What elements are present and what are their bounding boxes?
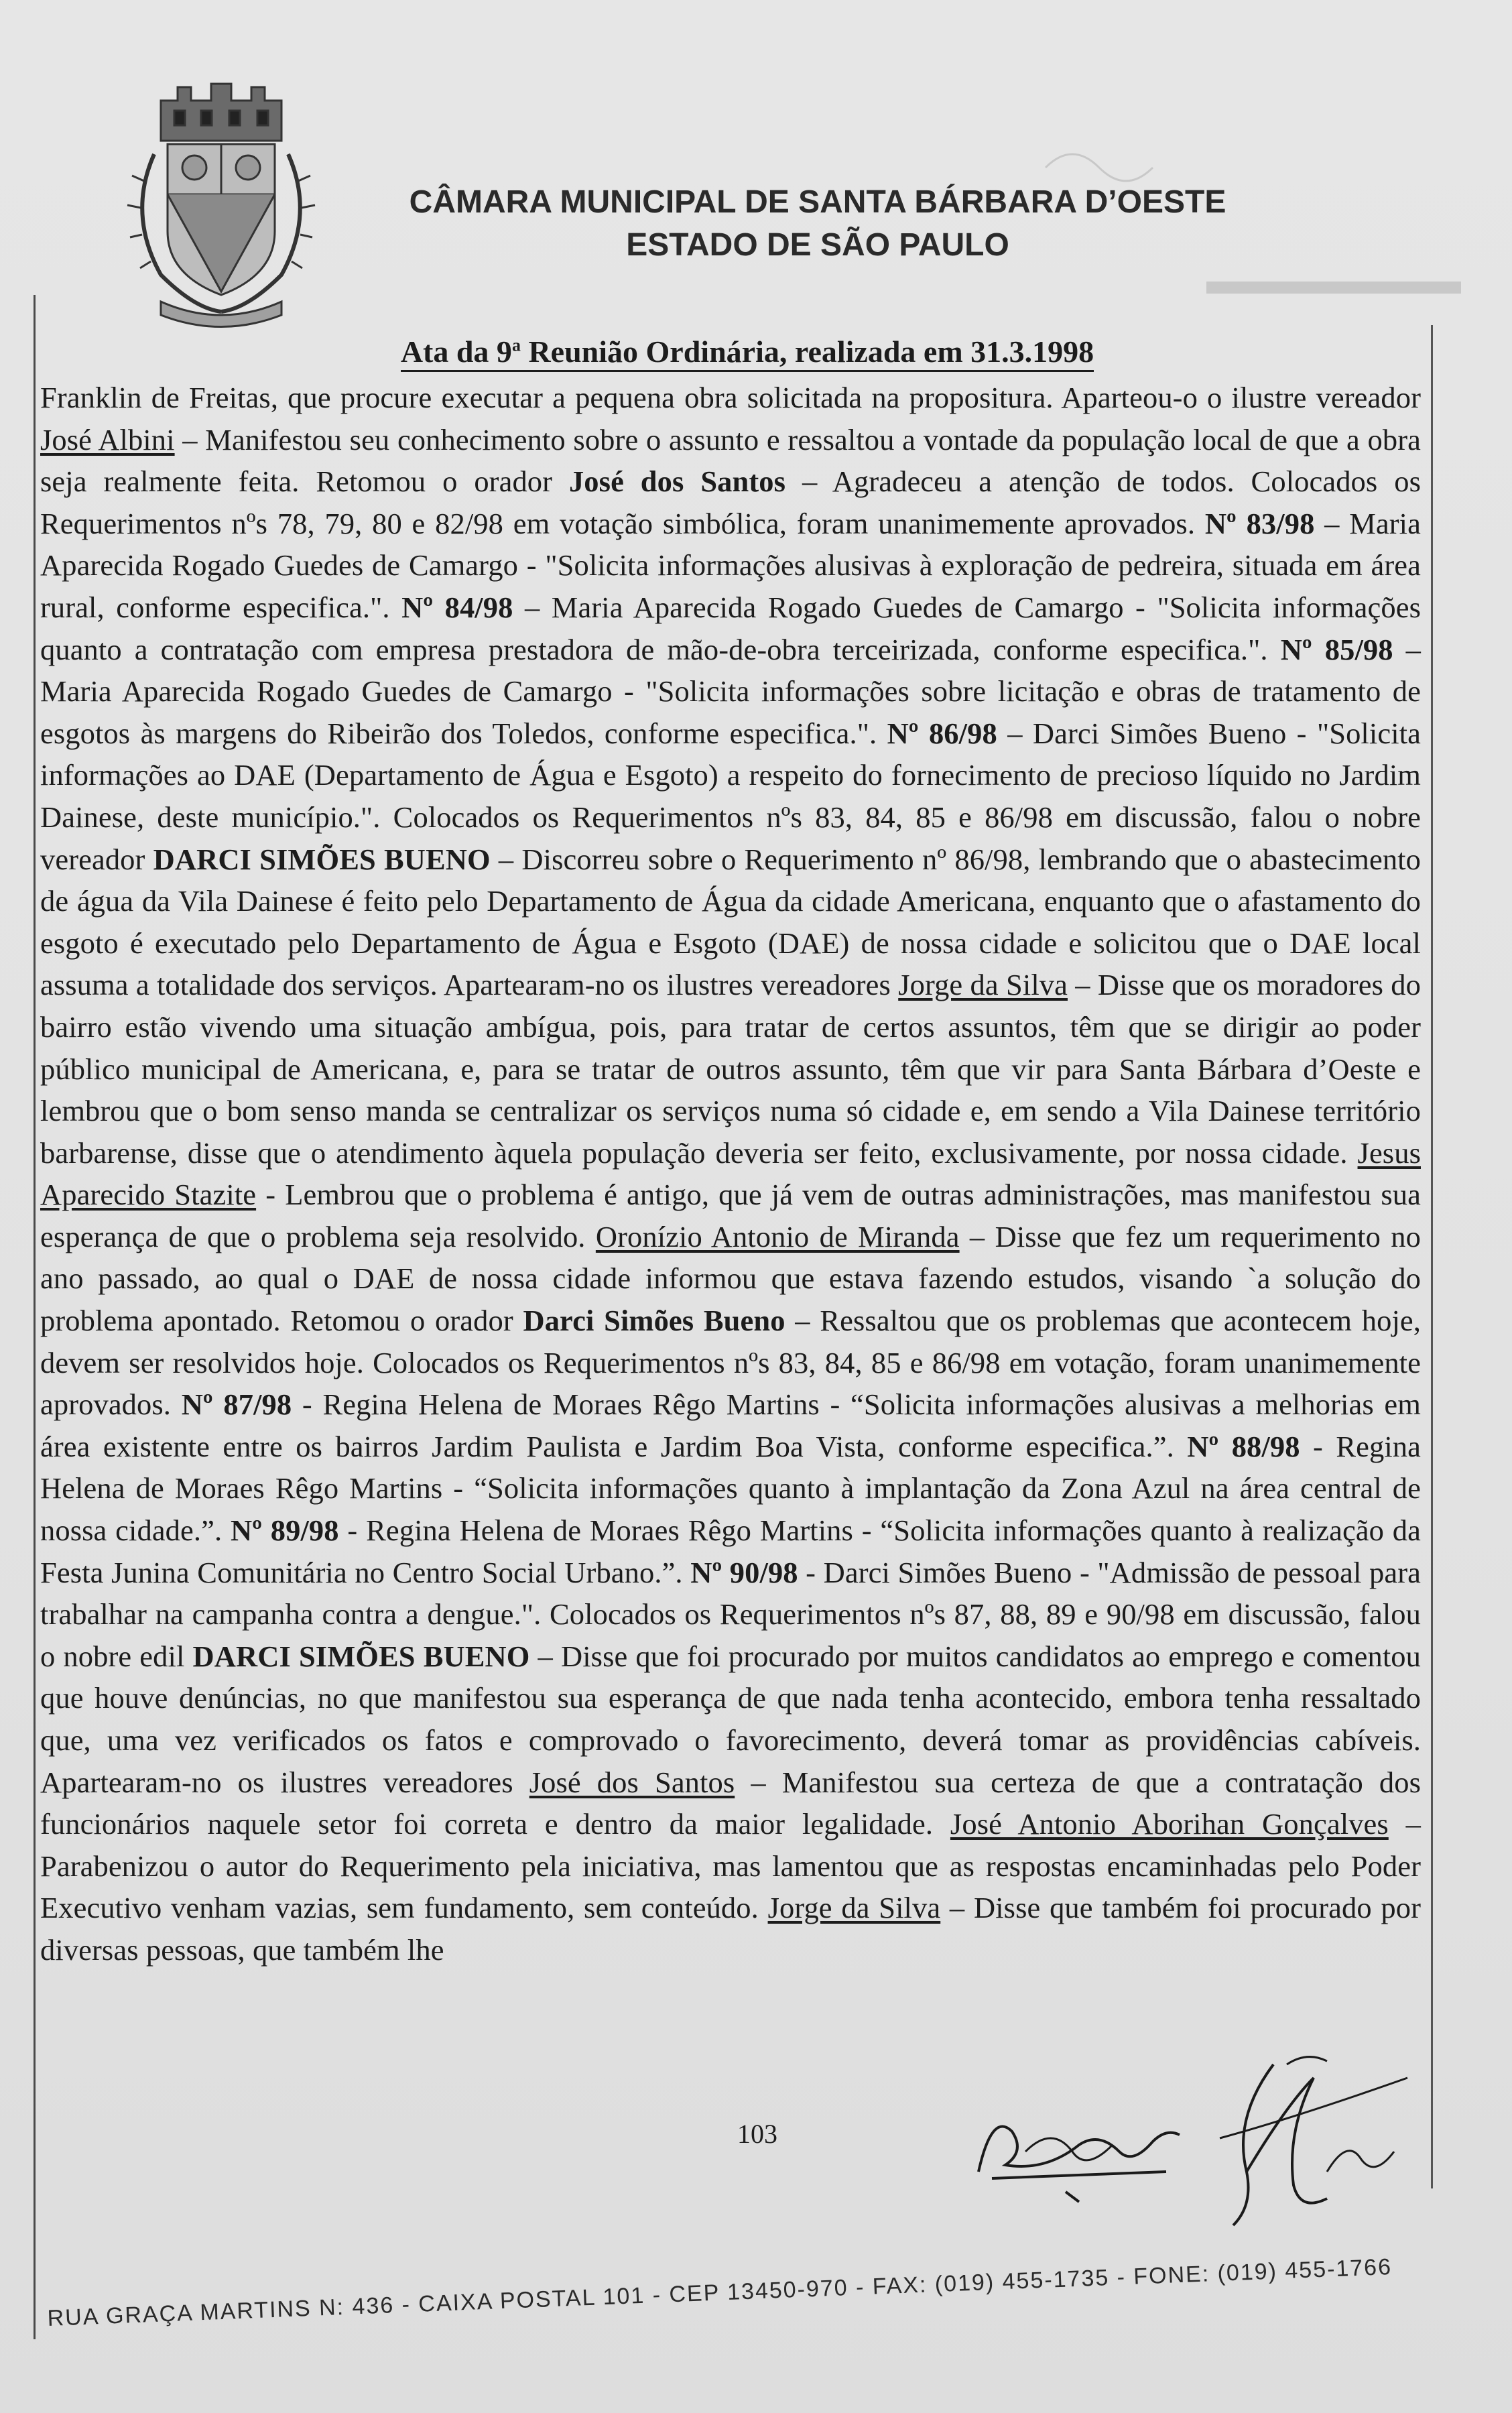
body-text-run: - Darci Simões Bueno - "Admissão de pessoal para trabalhar na campanha contra a dengue.". Colocados os Requerimentos nºs 87, 88, 89 e 90/98 em discussão, falou o nobre edil (40, 1555, 1421, 1673)
municipal-coat-of-arms-icon (114, 60, 328, 328)
request-number: Nº 85/98 (1280, 632, 1393, 666)
speaker-name: Darci Simões Bueno (523, 1304, 785, 1338)
minutes-title-rest: Reunião Ordinária, realizada em 31.3.1998 (521, 334, 1094, 372)
body-text-run: – Maria Aparecida Rogado Guedes de Camargo - "Solicita informações sobre licitação e obras de tratamento de esgotos às margens do Ribeirão dos Toledos, conforme especifica.". (40, 632, 1421, 750)
letterhead-state: ESTADO DE SÃO PAULO (626, 227, 1009, 263)
handwritten-signature-2 (1193, 2038, 1428, 2239)
body-text-run: - Regina Helena de Moraes Rêgo Martins - “Solicita informações quanto à implantação da Zona Azul na área central de nossa cidade.”. (40, 1429, 1421, 1548)
left-margin-rule (34, 295, 36, 2339)
body-text-run: - Lembrou que o problema é antigo, que já vem de outras administrações, mas manifestou sua esperança de que o problema seja resolvido. (40, 1178, 1421, 1253)
request-number: Nº 90/98 (690, 1555, 798, 1589)
body-text-run: – Ressaltou que os problemas que acontecem hoje, devem ser resolvidos hoje. Colocados os Requerimentos nºs 83, 84, 85 e 86/98 em votação, foram unanimemente aprovados. (40, 1304, 1422, 1422)
body-text-run: – Darci Simões Bueno - "Solicita informações ao DAE (Departamento de Água e Esgoto) a respeito do fornecimento de precioso líquido no Jardim Dainese, deste município.". Colocados os Requerimentos nºs 83, 84, 85 e 86/98 em discussão, falou o nobre vereador (40, 716, 1421, 876)
speaker-name: DARCI SIMÕES BUENO (153, 842, 491, 876)
handwritten-signature-1 (965, 2071, 1206, 2205)
request-number: Nº 87/98 (181, 1387, 292, 1422)
speaker-name: Oronízio Antonio de Miranda (595, 1219, 960, 1253)
request-number: Nº 89/98 (230, 1513, 339, 1548)
body-text-run: – Disse que fez um requerimento no ano passado, ao qual o DAE de nossa cidade informou que estava fazendo estudos, visando `a solução do problema apontado. Retomou o orador (40, 1219, 1421, 1338)
body-text-run: – Discorreu sobre o Requerimento nº 86/98, lembrando que o abastecimento de água da Vila Dainese é feito pelo Departamento de Água da cidade Americana, enquanto que o afastamento do esgoto é executado pelo Departamento de Água e Esgoto (DAE) de nossa cidade e solicitou que o DAE local assuma a totalidade dos serviços. Apartearam-no os ilustres vereadores (40, 842, 1421, 1002)
body-text-run: – Maria Aparecida Rogado Guedes de Camargo - "Solicita informações quanto a contratação com empresa prestadora de mão-de-obra terceirizada, conforme especifica.". (40, 590, 1421, 666)
speaker-name: José dos Santos (568, 465, 786, 499)
minutes-title-ordinal: a (511, 335, 521, 355)
request-number: Nº 86/98 (887, 716, 997, 750)
request-number: Nº 84/98 (401, 590, 513, 624)
speaker-name: Jorge da Silva (898, 968, 1068, 1002)
minutes-body (40, 377, 1421, 1971)
speaker-name: José dos Santos (529, 1765, 735, 1799)
body-text-run: - Regina Helena de Moraes Rêgo Martins - “Solicita informações alusivas a melhorias em área existente entre os bairros Jardim Paulista e Jardim Boa Vista, conforme especifica.”. (40, 1387, 1421, 1463)
body-text-run: – Disse que também foi procurado por diversas pessoas, que também lhe (40, 1891, 1421, 1967)
letterhead-chamber-name: CÂMARA MUNICIPAL DE SANTA BÁRBARA D’OESTE (409, 184, 1226, 220)
body-text-run: – Agradeceu a atenção de todos. Colocados os Requerimentos nºs 78, 79, 80 e 82/98 em votação simbólica, foram unanimemente aprovados. (40, 465, 1421, 540)
body-text-run: – Parabenizou o autor do Requerimento pela iniciativa, mas lamentou que as respostas encaminhadas pelo Poder Executivo venham vazias, sem fundamento, sem conteúdo. (40, 1807, 1421, 1925)
body-text-run: – Maria Aparecida Rogado Guedes de Camargo - "Solicita informações alusivas à exploração de pedreira, situada em área rural, conforme especifica.". (40, 506, 1421, 624)
minutes-title (312, 334, 1183, 369)
minutes-title-prefix: Ata da 9 (401, 334, 512, 372)
body-text-run: – Disse que os moradores do bairro estão vivendo uma situação ambígua, pois, para tratar de certos assuntos, têm que se dirigir ao poder público municipal de Americana, e, para se tratar de outros assunto, têm que vir para Santa Bárbara d’Oeste e lembrou que o bom senso manda se centralizar os serviços numa só cidade e, em sendo a Vila Dainese território barbarense, disse que o atendimento àquela população deveria ser feito, exclusivamente, por nossa cidade. (40, 968, 1422, 1170)
speaker-name: Jorge da Silva (767, 1891, 941, 1925)
speaker-name: José Antonio Aborihan Gonçalves (950, 1807, 1389, 1841)
speaker-name: DARCI SIMÕES BUENO (192, 1639, 530, 1673)
right-margin-rule (1431, 325, 1433, 2188)
body-text-run: Franklin de Freitas, que procure executar a pequena obra solicitada na propositura. Aparteou-o o ilustre vereador (40, 381, 1421, 414)
body-text-run: – Disse que foi procurado por muitos candidatos ao emprego e comentou que houve denúncias, no que manifestou sua esperança de que nada tenha acontecido, embora tenha ressaltado que, uma vez verificados os fatos e comprovado o favorecimento, deverá tomar as providências cabíveis. Apartearam-no os ilustres vereadores (40, 1639, 1422, 1799)
page-number: 103 (737, 2119, 777, 2149)
footer-address: RUA GRAÇA MARTINS N: 436 - CAIXA POSTAL 101 - CEP 13450-970 - FAX: (019) 455-1735 - FONE: (019) 455-1766 (47, 2253, 1393, 2331)
body-text-run: – Manifestou sua certeza de que a contratação dos funcionários naquele setor foi correta e dentro da maior legalidade. (40, 1765, 1421, 1841)
body-text-run: – Manifestou seu conhecimento sobre o assunto e ressaltou a vontade da população local de que a obra seja realmente feita. Retomou o orador (40, 422, 1421, 499)
speaker-name: Jesus Aparecido Stazite (40, 1135, 1421, 1212)
speaker-name: José Albini (40, 422, 175, 456)
request-number: Nº 88/98 (1187, 1429, 1300, 1463)
body-text-run: - Regina Helena de Moraes Rêgo Martins - “Solicita informações quanto à realização da Festa Junina Comunitária no Centro Social Urbano.”. (40, 1513, 1421, 1589)
request-number: Nº 83/98 (1204, 506, 1315, 540)
letterhead (349, 181, 1287, 267)
